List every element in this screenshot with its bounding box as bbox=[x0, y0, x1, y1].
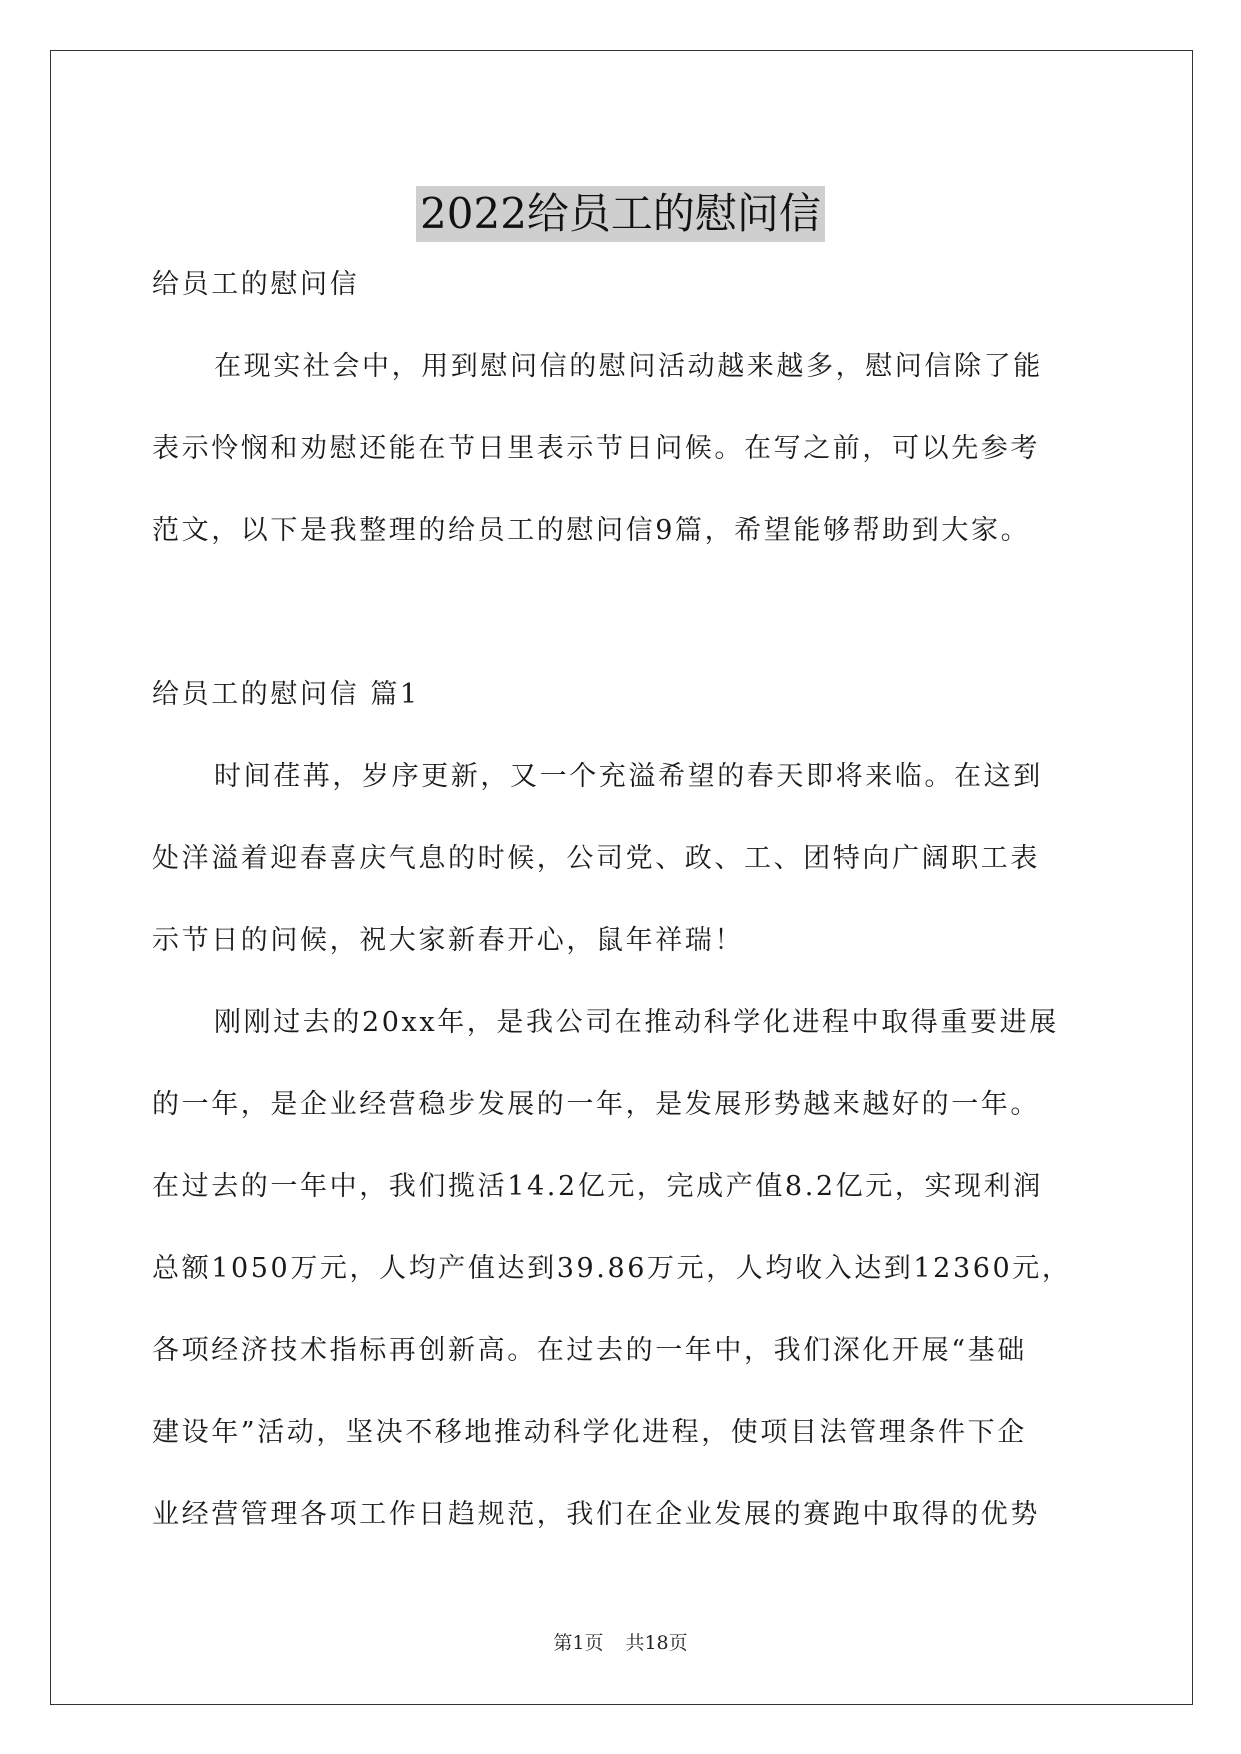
paragraph-line: 业经营管理各项工作日趋规范，我们在企业发展的赛跑中取得的优势 bbox=[152, 1499, 1040, 1530]
paragraph-line: 范文，以下是我整理的给员工的慰问信9篇，希望能够帮助到大家。 bbox=[152, 515, 1031, 546]
document-title: 2022给员工的慰问信 bbox=[416, 186, 825, 242]
document-body bbox=[152, 244, 1092, 1556]
page-number: 第1页 bbox=[553, 1632, 604, 1654]
paragraph-line: 各项经济技术指标再创新高。在过去的一年中，我们深化开展“基础 bbox=[152, 1335, 1027, 1366]
paragraph-line: 刚刚过去的20xx年，是我公司在推动科学化进程中取得重要进展 bbox=[214, 1007, 1059, 1038]
page-footer bbox=[0, 1630, 1241, 1656]
paragraph-line: 表示怜悯和劝慰还能在节日里表示节日问候。在写之前，可以先参考 bbox=[152, 433, 1040, 464]
paragraph-line: 总额1050万元，人均产值达到39.86万元，人均收入达到12360元， bbox=[152, 1253, 1072, 1284]
blank-line bbox=[152, 572, 1092, 654]
paragraph-line: 示节日的问候，祝大家新春开心，鼠年祥瑞！ bbox=[152, 925, 744, 956]
section-heading: 给员工的慰问信 篇1 bbox=[152, 679, 420, 710]
paragraph-line: 建设年”活动，坚决不移地推动科学化进程，使项目法管理条件下企 bbox=[152, 1417, 1027, 1448]
paragraph-line: 时间荏苒，岁序更新，又一个充溢希望的春天即将来临。在这到 bbox=[214, 761, 1043, 792]
paragraph-line: 在现实社会中，用到慰问信的慰问活动越来越多，慰问信除了能 bbox=[214, 351, 1043, 382]
paragraph-line: 处洋溢着迎春喜庆气息的时候，公司党、政、工、团特向广阔职工表 bbox=[152, 843, 1040, 874]
page-total: 共18页 bbox=[625, 1632, 688, 1654]
intro-heading: 给员工的慰问信 bbox=[152, 269, 360, 300]
paragraph-line: 的一年，是企业经营稳步发展的一年，是发展形势越来越好的一年。 bbox=[152, 1089, 1040, 1120]
paragraph-line: 在过去的一年中，我们揽活14.2亿元，完成产值8.2亿元，实现利润 bbox=[152, 1171, 1043, 1202]
